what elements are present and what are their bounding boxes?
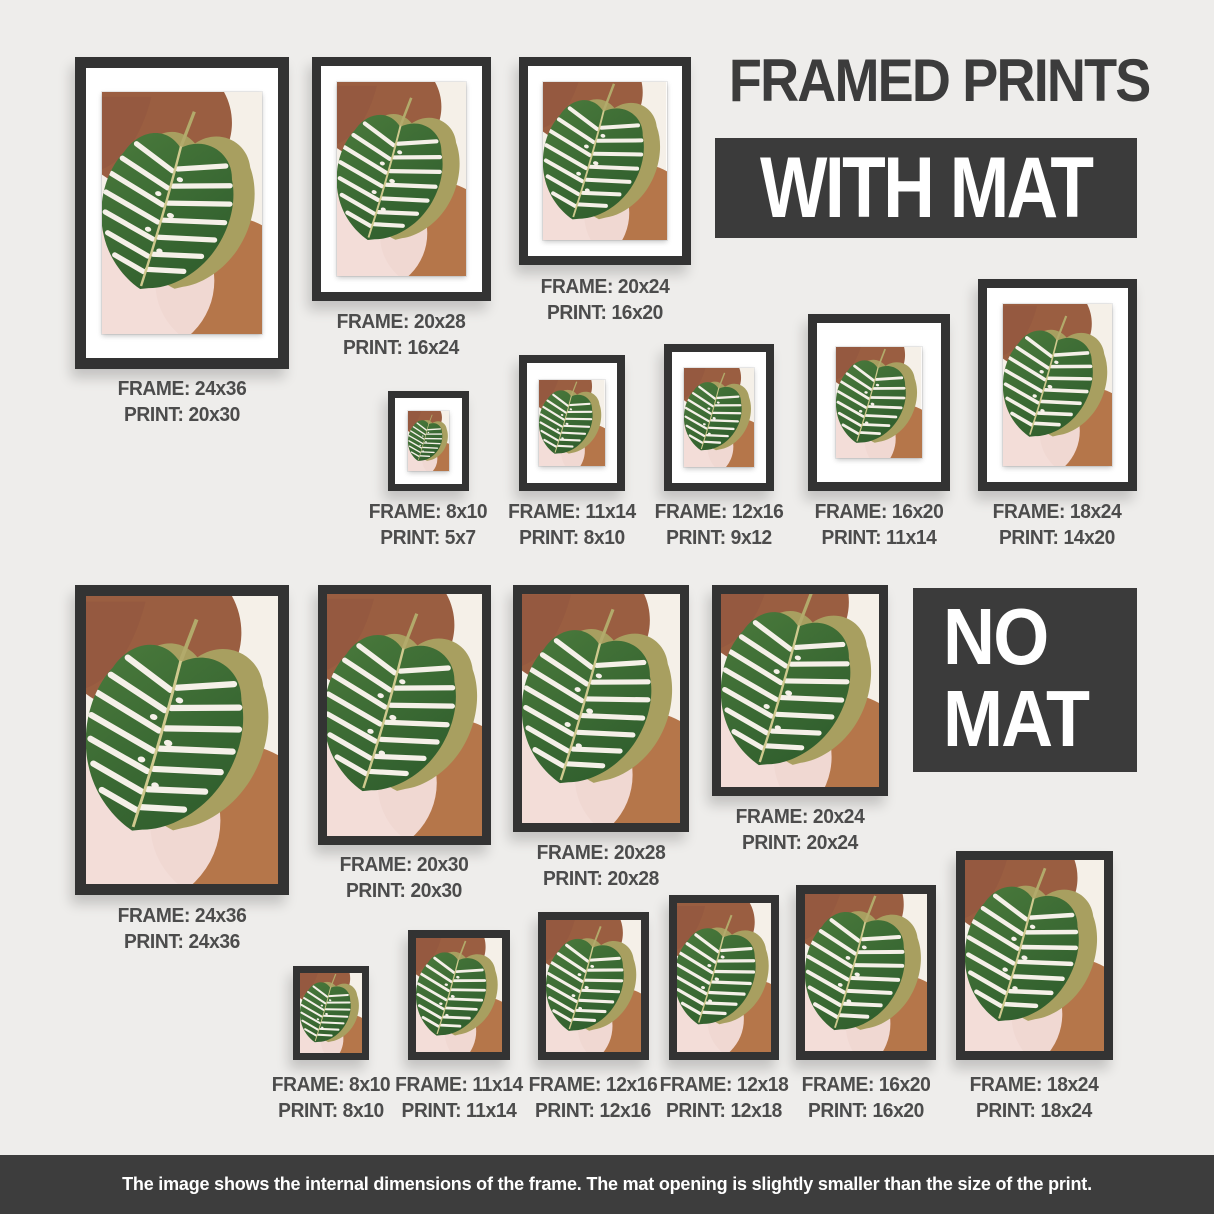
monstera-artwork [543,82,666,240]
print-artwork [805,894,927,1051]
mat [528,66,682,256]
frame-size-label: FRAME: 20x28 [536,842,666,864]
print-artwork [408,411,450,471]
frame-with-mat-20x28 [312,57,491,301]
size-label [505,840,697,892]
monstera-artwork [1003,304,1113,466]
monstera-artwork [337,82,466,276]
print-artwork [1003,304,1113,466]
monstera-artwork [408,411,450,471]
mat [672,352,766,483]
monstera-artwork [539,380,605,466]
print-artwork [677,903,771,1052]
frame-size-label: FRAME: 8x10 [271,1074,391,1096]
footer-bar [0,1155,1214,1214]
monstera-artwork [965,860,1104,1051]
frame-no-mat-20x28 [513,585,689,832]
frame-size-label: FRAME: 20x24 [540,276,670,298]
size-label [346,499,509,551]
print-size-label: PRINT: 16x24 [342,337,459,359]
frame-with-mat-8x10 [388,391,469,491]
frame-size-label: FRAME: 24x36 [117,378,247,400]
monstera-artwork [684,368,755,466]
frame-no-mat-20x24 [712,585,888,796]
frame-with-mat-20x24 [519,57,691,265]
frame-size-label: FRAME: 11x14 [508,501,636,523]
print-artwork [965,860,1104,1051]
frame-no-mat-24x36 [75,585,289,895]
size-label [797,499,960,551]
monstera-artwork [86,596,278,884]
frame-size-label: FRAME: 12x16 [654,501,784,523]
page-title: FRAMED PRINTS [728,47,1150,114]
frame-no-mat-18x24 [956,851,1113,1060]
print-size-label: PRINT: 12x16 [534,1100,651,1122]
print-size-label: PRINT: 16x20 [546,302,663,324]
with-mat-badge [715,138,1137,238]
monstera-artwork [327,594,482,836]
print-size-label: PRINT: 20x30 [345,880,462,902]
monstera-artwork [300,973,362,1053]
print-size-label: PRINT: 18x24 [975,1100,1092,1122]
frame-size-label: FRAME: 20x24 [735,806,865,828]
print-artwork [836,347,921,458]
print-artwork [522,594,680,823]
print-artwork [543,82,666,240]
frame-with-mat-18x24 [978,279,1137,491]
size-label [637,499,800,551]
frame-size-label: FRAME: 20x30 [339,854,469,876]
print-artwork [684,368,755,466]
frame-no-mat-16x20 [796,885,936,1060]
print-size-label: PRINT: 20x28 [542,868,659,890]
size-label [305,309,497,361]
frame-no-mat-11x14 [408,930,510,1060]
frame-size-label: FRAME: 24x36 [117,905,247,927]
print-size-label: PRINT: 14x20 [998,527,1115,549]
size-label [704,804,896,856]
print-artwork [416,938,502,1052]
mat [987,288,1128,482]
print-size-label: PRINT: 9x12 [666,527,772,549]
print-size-label: PRINT: 8x10 [278,1100,384,1122]
footer-note: The image shows the internal dimensions of the frame. The mat opening is slightly smaller than the size of the print. [122,1174,1092,1194]
print-size-label: PRINT: 20x30 [123,404,240,426]
frame-size-label: FRAME: 12x16 [528,1074,658,1096]
size-label [784,1072,947,1124]
print-size-label: PRINT: 8x10 [519,527,625,549]
size-label [490,499,653,551]
print-artwork [539,380,605,466]
size-label [642,1072,805,1124]
print-size-label: PRINT: 24x36 [123,931,240,953]
print-artwork [86,596,278,884]
frame-with-mat-11x14 [519,355,625,491]
monstera-artwork [805,894,927,1051]
frame-no-mat-20x30 [318,585,491,845]
monstera-artwork [836,347,921,458]
no-mat-badge-line2: MAT [943,674,1089,763]
print-artwork [300,973,362,1053]
print-size-label: PRINT: 11x14 [401,1100,517,1122]
monstera-artwork [416,938,502,1052]
mat [321,66,482,292]
size-label [952,1072,1115,1124]
print-size-label: PRINT: 12x18 [665,1100,782,1122]
frame-size-label: FRAME: 16x20 [801,1074,931,1096]
size-label [86,903,278,955]
monstera-artwork [102,92,262,334]
no-mat-badge-line1: NO [943,592,1048,681]
frame-no-mat-8x10 [293,966,369,1060]
monstera-artwork [522,594,680,823]
print-artwork [327,594,482,836]
size-label [308,852,500,904]
print-artwork [546,920,641,1052]
with-mat-badge-text: WITH MAT [760,140,1092,236]
frame-with-mat-16x20 [808,314,950,491]
print-size-label: PRINT: 16x20 [807,1100,924,1122]
print-artwork [102,92,262,334]
frame-size-label: FRAME: 18x24 [992,501,1122,523]
frame-size-label: FRAME: 11x14 [395,1074,523,1096]
monstera-artwork [546,920,641,1052]
mat [395,398,462,484]
size-label [509,274,701,326]
frame-no-mat-12x16 [538,912,649,1060]
print-size-label: PRINT: 20x24 [741,832,858,854]
print-size-label: PRINT: 11x14 [821,527,937,549]
no-mat-badge [913,588,1137,772]
print-artwork [721,594,879,787]
mat [817,323,941,482]
frame-with-mat-24x36 [75,57,289,369]
size-label [975,499,1138,551]
print-size-label: PRINT: 5x7 [380,527,476,549]
frame-size-label: FRAME: 18x24 [969,1074,1099,1096]
size-label [86,376,278,428]
frame-size-label: FRAME: 16x20 [814,501,944,523]
frame-no-mat-12x18 [669,895,779,1060]
print-artwork [337,82,466,276]
frame-size-label: FRAME: 12x18 [659,1074,789,1096]
mat [86,68,278,358]
monstera-artwork [721,594,879,787]
frame-with-mat-12x16 [664,344,774,491]
frame-size-label: FRAME: 20x28 [336,311,466,333]
monstera-artwork [677,903,771,1052]
frame-size-label: FRAME: 8x10 [368,501,488,523]
mat [527,363,617,483]
